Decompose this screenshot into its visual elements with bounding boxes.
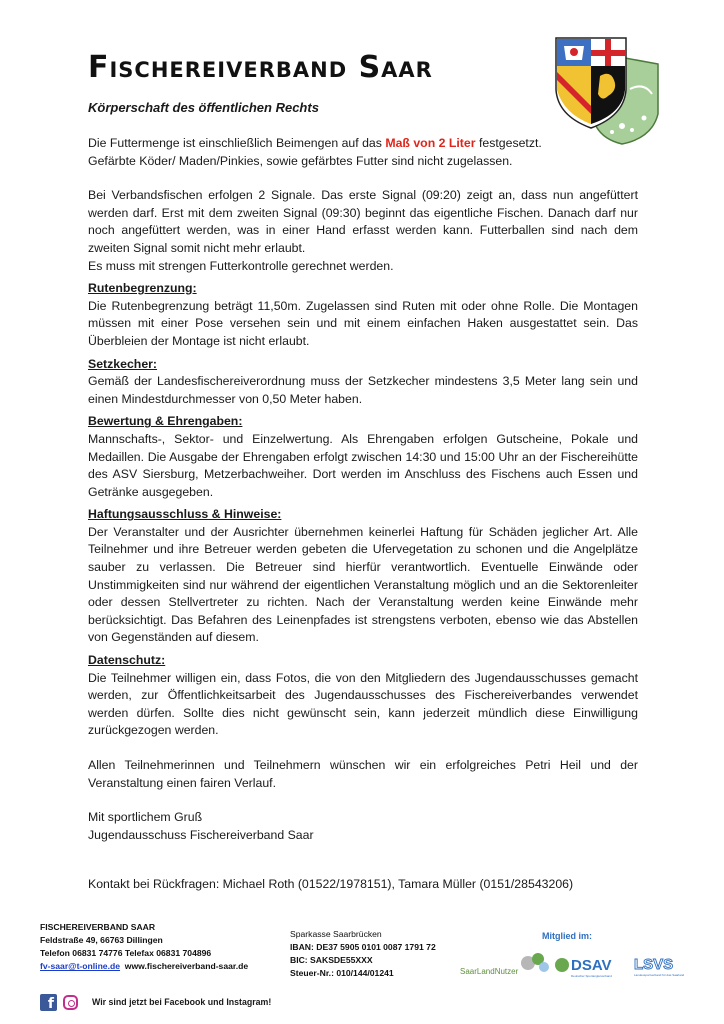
footer-phone: Telefon 06831 74776 Telefax 06831 704896 xyxy=(40,948,212,958)
saarland-logo xyxy=(460,953,549,976)
instagram-icon[interactable] xyxy=(63,995,78,1010)
section-title-ruten: Rutenbegrenzung: xyxy=(88,281,197,296)
paragraph-kontrolle: Es muss mit strengen Futterkontrolle gerechnet werden. xyxy=(88,258,394,273)
dsav-logo-subtext: Deutscher Sportanglerverband xyxy=(571,974,612,978)
section-text-ruten: Die Rutenbegrenzung beträgt 11,50m. Zugelassen sind Ruten mit oder ohne Rolle. Die Montagen müssen mit einer Pose versehen sein und mit einem einfachen Haken ausgestattet sein. Das Überbleien der Montage ist nicht erlaubt. xyxy=(88,298,638,348)
section-text-datenschutz: Die Teilnehmer willigen ein, dass Fotos, die von den Mitgliedern des Jugendausschusses gemacht werden, zur Öffentlichkeitsarbeit des Jugendausschusses des Fischereiverbandes verwendet werden dürfen. Sollte dies nicht gewünscht sein, kann jederzeit mündlich diese Einwilligung zurückgezogen werden. xyxy=(88,670,638,738)
member-label: Mitglied im: xyxy=(542,931,592,941)
membership-logos xyxy=(458,949,698,981)
saarland-logo-text: SaarLandNutzer xyxy=(460,967,519,976)
facebook-icon[interactable]: f xyxy=(40,994,57,1011)
crest-icon xyxy=(552,34,662,146)
dsav-logo xyxy=(555,957,612,978)
section-text-bewertung: Mannschafts-, Sektor- und Einzelwertung. Als Ehrengaben erfolgen Gutscheine, Pokale und Medaillen. Die Ausgabe der Ehrengaben erfolgt zwischen 14:30 und 15:00 Uhr an der Fischereihütte des ASV Siersburg, Metzerbachweiher. Dort werden im Anschluss des Fischens auch Essen und Getränke ausgegeben. xyxy=(88,431,638,499)
footer-bic: BIC: SAKSDE55XXX xyxy=(290,955,373,965)
text-span: Die Futtermenge ist einschließlich Beimengen auf das xyxy=(88,136,386,150)
footer-iban: IBAN: DE37 5905 0101 0087 1791 72 xyxy=(290,942,436,952)
section-title-bewertung: Bewertung & Ehrengaben: xyxy=(88,414,243,429)
paragraph-koeder: Gefärbte Köder/ Maden/Pinkies, sowie gefärbtes Futter sind nicht zugelassen. xyxy=(88,153,513,168)
footer-tax: Steuer-Nr.: 010/144/01241 xyxy=(290,968,394,978)
social-bar xyxy=(40,993,271,1011)
lsvs-logo xyxy=(634,956,685,977)
section-title-haftung: Haftungsausschluss & Hinweise: xyxy=(88,507,282,522)
closing-greeting: Mit sportlichem Gruß xyxy=(88,810,203,825)
section-title-setzkecher: Setzkecher: xyxy=(88,356,158,371)
highlight-text: Maß von 2 Liter xyxy=(385,136,476,150)
paragraph-signale: Bei Verbandsfischen erfolgen 2 Signale. Das erste Signal (09:20) zeigt an, dass nun angefüttert werden darf. Erst mit dem zweiten Signal (09:30) beginnt das eigentliche Fischen. Danach darf nur noch angefüttert werden, was in einer Hand erfasst werden kann. Futterballen sind nach dem zweiten Signal somit nicht mehr erlaubt. xyxy=(88,188,638,255)
footer-bank: Sparkasse Saarbrücken xyxy=(290,929,382,939)
social-text: Wir sind jetzt bei Facebook und Instagram! xyxy=(92,997,272,1007)
lsvs-logo-subtext: Landessportverband für das Saarland xyxy=(634,973,685,977)
email-link[interactable]: fv-saar@t-online.de xyxy=(40,961,121,971)
section-text-haftung: Der Veranstalter und der Ausrichter übernehmen keinerlei Haftung für Schäden jeglicher Art. Alle Teilnehmer und ihre Betreuer werden gebeten die Ufervegetation zu schonen und die Angelplätze sauber zu verlassen. Die Betreuer sind hierfür verantwortlich. Eventuelle Einwände oder Unstimmigkeiten sind nur während der eigentlichen Veranstaltung möglich und an die Sektorenleiter oder dessen Stellvertreter zu richten. Nach der Veranstaltung werden keine Einwände mehr berücksichtigt. Das Befahren des Leinenpfades ist strengstens verboten, ebenso wie das Abstellen von Gegenständen auf diesem. xyxy=(88,524,638,645)
org-subtitle: Körperschaft des öffentlichen Rechts xyxy=(88,100,319,115)
section-text-setzkecher: Gemäß der Landesfischereiverordnung muss der Setzkecher mindestens 3,5 Meter lang sein und einen Mindestdurchmesser von 0,50 Meter haben. xyxy=(88,374,638,406)
footer-address: Feldstraße 49, 66763 Dillingen xyxy=(40,935,163,945)
main-content xyxy=(88,135,638,844)
website-text[interactable]: www.fischereiverband-saar.de xyxy=(124,961,249,971)
footer-address-block xyxy=(40,921,248,973)
footer-bank-block xyxy=(290,928,436,980)
contact-line: Kontakt bei Rückfragen: Michael Roth (01522/1978151), Tamara Müller (0151/28543206) xyxy=(88,877,574,891)
text-span: festgesetzt. xyxy=(475,136,542,150)
lsvs-logo-text: LSVS xyxy=(634,956,674,973)
footer-web-line xyxy=(40,960,248,973)
dsav-logo-text: DSAV xyxy=(571,957,612,974)
section-title-datenschutz: Datenschutz: xyxy=(88,653,166,668)
closing-signature: Jugendausschuss Fischereiverband Saar xyxy=(88,827,314,842)
footer-org-name: FISCHEREIVERBAND SAAR xyxy=(40,922,156,932)
org-title: Fischereiverband Saar xyxy=(88,50,433,85)
paragraph-futtermenge xyxy=(88,135,638,153)
closing-wish: Allen Teilnehmerinnen und Teilnehmern wünschen wir ein erfolgreiches Petri Heil und der Veranstaltung einen fairen Verlauf. xyxy=(88,758,638,790)
